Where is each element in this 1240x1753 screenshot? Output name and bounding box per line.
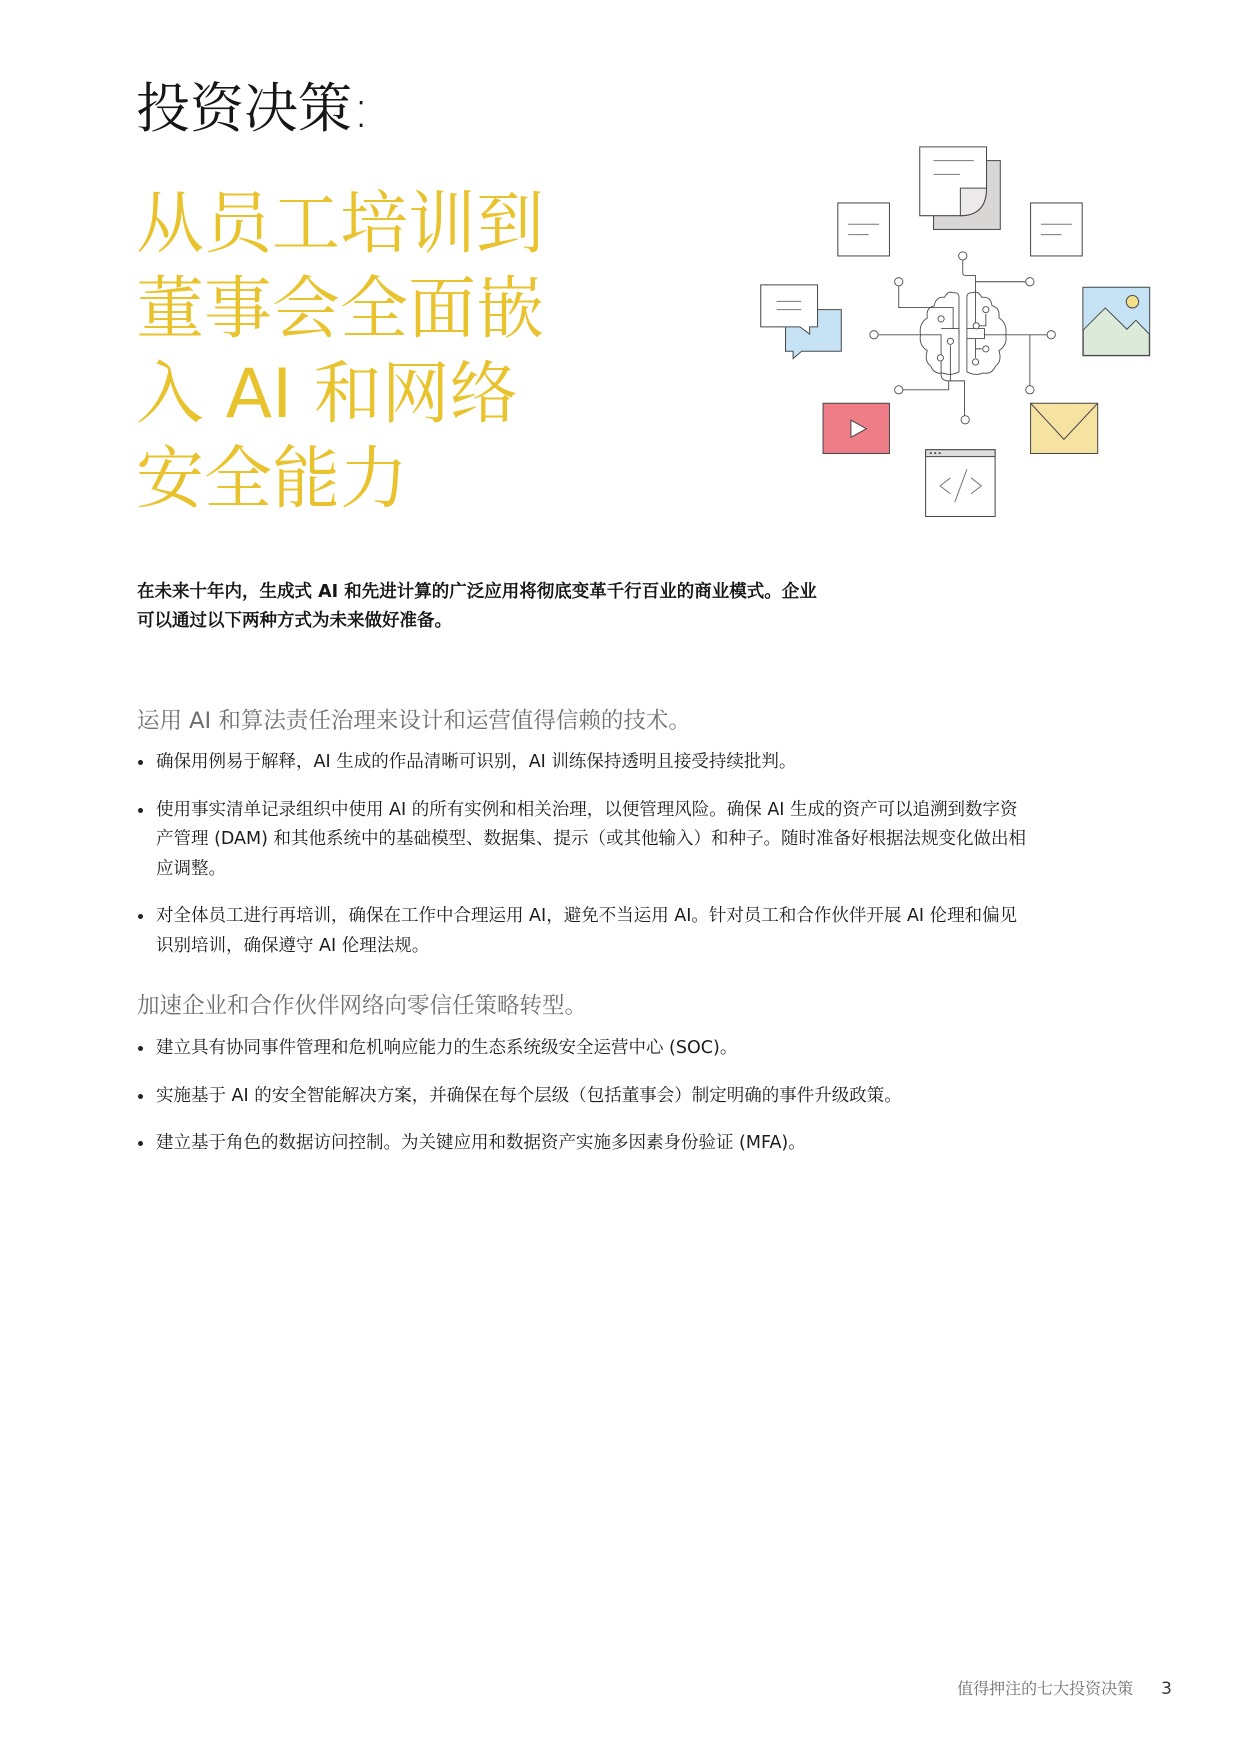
title-line: 安全能力 xyxy=(136,440,409,519)
bullet-list xyxy=(137,748,1027,979)
bullet-icon xyxy=(138,1141,143,1146)
list-item-text: 建立基于角色的数据访问控制。为关键应用和数据资产实施多因素身份验证 (MFA)。 xyxy=(156,1133,806,1153)
document-icon xyxy=(1031,203,1083,256)
document-icon xyxy=(838,203,890,256)
list-item xyxy=(137,796,1027,885)
list-item-text: 确保用例易于解释，AI 生成的作品清晰可识别，AI 训练保持透明且接受持续批判。 xyxy=(156,752,797,772)
bullet-icon xyxy=(138,760,143,765)
chat-icon xyxy=(761,285,842,359)
bullet-icon xyxy=(138,808,143,813)
list-item xyxy=(137,1034,1027,1064)
page-number: 3 xyxy=(1161,1679,1172,1699)
bullet-icon xyxy=(138,1046,143,1051)
ai-network-illustration xyxy=(700,120,1240,533)
mail-icon xyxy=(1031,403,1098,453)
video-play-icon xyxy=(823,403,889,453)
page-footer xyxy=(957,1676,1172,1699)
intro-paragraph: 在未来十年内，生成式 AI 和先进计算的广泛应用将彻底变革千行百业的商业模式。企业可以通过以下两种方式为未来做好准备。 xyxy=(137,582,817,631)
section-heading: 加速企业和合作伙伴网络向零信任策略转型。 xyxy=(137,993,588,1019)
document-icon xyxy=(920,147,1001,230)
bullet-icon xyxy=(138,914,143,919)
list-item-text: 实施基于 AI 的安全智能解决方案，并确保在每个层级（包括董事会）制定明确的事件升级政策。 xyxy=(156,1085,902,1106)
list-item-text: 使用事实清单记录组织中使用 AI 的所有实例和相关治理，以便管理风险。确保 AI 生成的资产可以追溯到数字资产管理 (DAM) 和其他系统中的基础模型、数据集、提示（或其他输入）和种子。随时准备好根据法规变化做出相应调整。 xyxy=(156,799,1027,879)
code-window-icon xyxy=(926,450,996,517)
list-item xyxy=(137,902,1027,961)
list-item xyxy=(137,1129,1027,1159)
title-line: 入 AI 和网络 xyxy=(136,355,518,434)
bullet-icon xyxy=(138,1094,143,1099)
title-line: 董事会全面嵌 xyxy=(136,270,545,349)
list-item-text: 对全体员工进行再培训，确保在工作中合理运用 AI，避免不当运用 AI。针对员工和合作伙伴开展 AI 伦理和偏见识别培训，确保遵守 AI 伦理法规。 xyxy=(156,906,1018,956)
footer-title: 值得押注的七大投资决策 xyxy=(957,1679,1134,1698)
bullet-list xyxy=(137,1034,1027,1177)
page-kicker: 投资决策: xyxy=(136,77,371,140)
list-item-text: 建立具有协同事件管理和危机响应能力的生态系统级安全运营中心 (SOC)。 xyxy=(156,1038,738,1058)
title-line: 从员工培训到 xyxy=(136,185,545,264)
ai-brain-circuit-icon xyxy=(870,252,1056,424)
image-icon xyxy=(1083,287,1150,355)
page-title xyxy=(136,182,606,522)
list-item xyxy=(137,1082,1027,1112)
section-heading: 运用 AI 和算法责任治理来设计和运营值得信赖的技术。 xyxy=(137,708,691,734)
list-item xyxy=(137,748,1027,778)
